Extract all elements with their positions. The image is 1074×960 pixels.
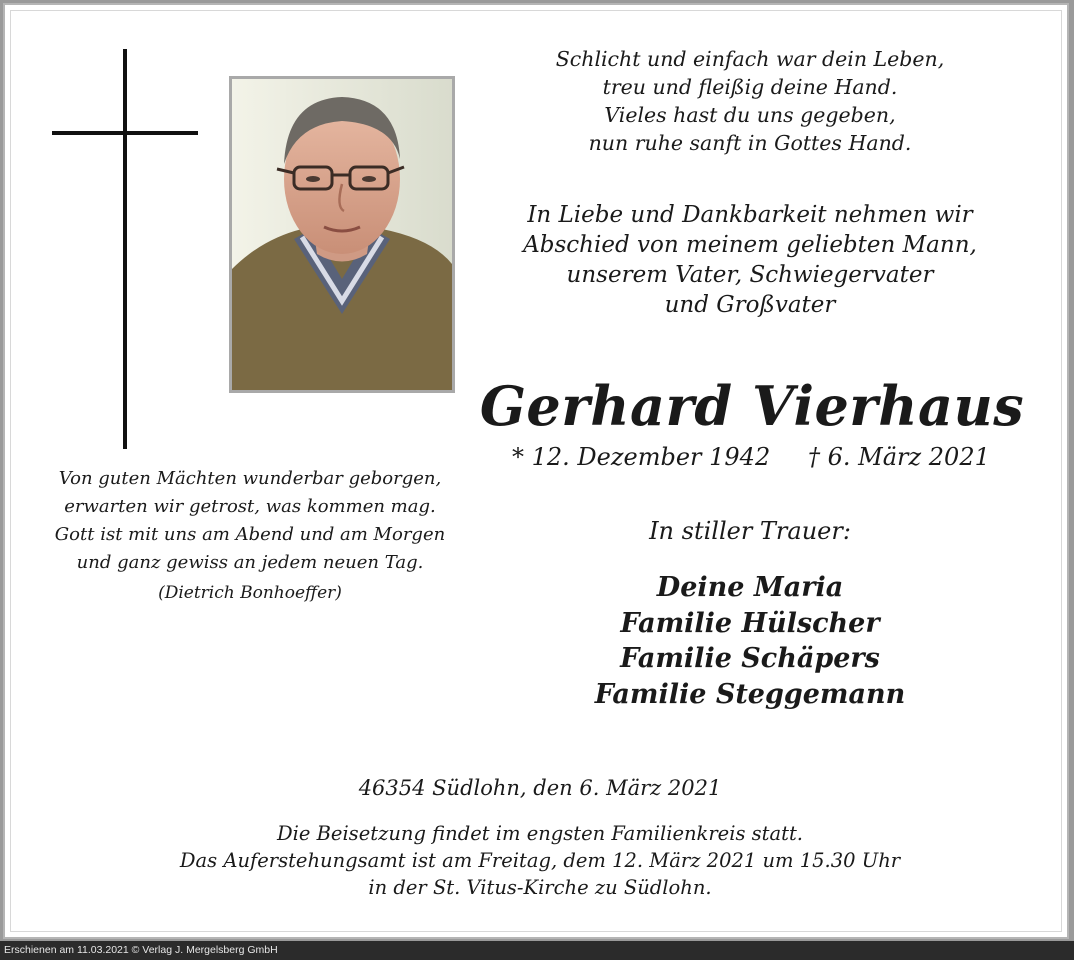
bonhoeffer-quote: [30, 465, 470, 607]
mourner-item: Familie Hülscher: [620, 607, 880, 639]
mourner-item: Deine Maria: [656, 572, 844, 603]
funeral-line: Die Beisetzung findet im engsten Familienkreis statt.: [276, 822, 804, 845]
funeral-line: Das Auferstehungsamt ist am Freitag, dem 12. März 2021 um 15.30 Uhr: [179, 849, 901, 872]
farewell-line: unserem Vater, Schwiegervater: [566, 262, 934, 288]
quote-line: und ganz gewiss an jedem neuen Tag.: [76, 552, 424, 573]
funeral-info: [110, 820, 970, 901]
mourners-list: [520, 570, 980, 712]
deceased-name: Gerhard Vierhaus: [479, 374, 1025, 438]
death-date: † 6. März 2021: [808, 443, 990, 471]
quote-line: Gott ist mit uns am Abend und am Morgen: [54, 524, 446, 545]
place-date: 46354 Südlohn, den 6. März 2021: [358, 776, 722, 800]
cross-vertical-bar: [123, 49, 127, 449]
farewell-line: In Liebe und Dankbarkeit nehmen wir: [527, 202, 973, 228]
cross-horizontal-bar: [52, 131, 198, 135]
mourning-heading: In stiller Trauer:: [649, 517, 851, 545]
poem-top-line: nun ruhe sanft in Gottes Hand.: [588, 131, 912, 155]
birth-date: * 12. Dezember 1942: [512, 443, 771, 471]
quote-line: erwarten wir getrost, was kommen mag.: [64, 496, 436, 517]
mourner-item: Familie Schäpers: [620, 643, 880, 674]
farewell-line: und Großvater: [664, 292, 836, 318]
quote-line: Von guten Mächten wunderbar geborgen,: [58, 468, 442, 489]
funeral-line: in der St. Vitus-Kirche zu Südlohn.: [368, 876, 712, 899]
quote-attribution: (Dietrich Bonhoeffer): [158, 583, 342, 603]
poem-top: [490, 45, 1010, 157]
poem-top-line: treu und fleißig deine Hand.: [602, 75, 898, 99]
poem-top-line: Schlicht und einfach war dein Leben,: [555, 47, 945, 71]
farewell-text: [470, 200, 1030, 320]
mourner-item: Familie Steggemann: [594, 678, 906, 710]
portrait-photo: [229, 76, 455, 393]
farewell-line: Abschied von meinem geliebten Mann,: [523, 232, 977, 258]
poem-top-line: Vieles hast du uns gegeben,: [604, 103, 896, 127]
portrait-illustration: [232, 79, 452, 390]
publication-footer: Erschienen am 11.03.2021 © Verlag J. Mergelsberg GmbH: [0, 941, 1074, 960]
